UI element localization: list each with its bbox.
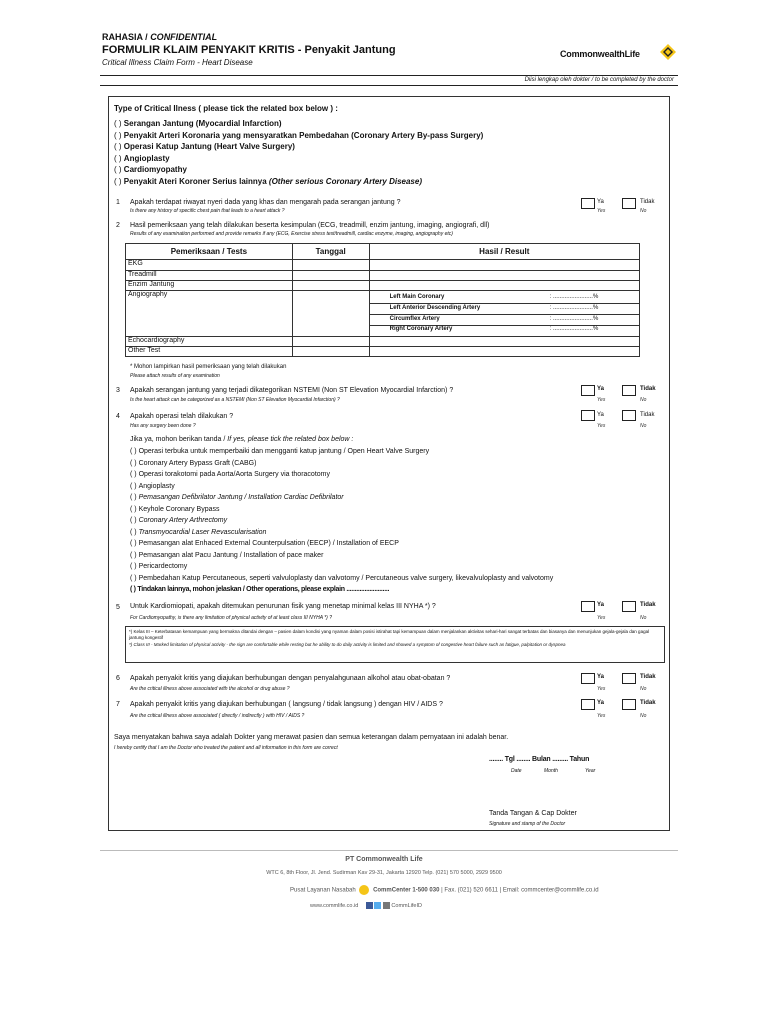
surgery-checkbox[interactable]: ( ) [130, 494, 137, 501]
q4-no-label: No [640, 423, 647, 429]
tests-note: * Mohon lampirkan hasil pemeriksaan yang telah dilakukan [130, 364, 287, 370]
surgery-label: Pemasangan Defibrilator Jantung / Installation Cardiac Defibrilator [138, 494, 344, 501]
nyha-note-en: *) Class III - Marked limitation of physical activity - the sign are comfortable while resting but he ability to do daily activity is limited and showed a symptom of congestive heart failure such as fatigue, palpitation or dyspnea [129, 642, 566, 648]
table-row [126, 260, 640, 271]
q1-ya-label: Ya [597, 199, 604, 205]
surgery-label: Coronary Artery Bypass Graft (CABG) [138, 459, 257, 467]
q6-text-en: Are the critical illness above associated with the alcohol or drug abuse ? [130, 686, 290, 692]
confidential-label [102, 32, 217, 42]
tests-note-en: Please attach results of any examination [130, 373, 220, 379]
tests-table [125, 243, 640, 357]
test-result-cell[interactable] [369, 337, 639, 347]
q5-number: 5 [116, 604, 120, 611]
q4-tidak-label: Tidak [640, 412, 655, 418]
surgery-option[interactable] [130, 469, 553, 481]
test-result-cell[interactable] [369, 271, 639, 281]
table-row [126, 271, 640, 281]
surgery-label: Transmyocardial Laser Revascularisation [138, 528, 267, 536]
angio-label: Right Coronary Artery [389, 326, 453, 332]
footer-commcenter: CommCenter 1-500 030 [373, 887, 440, 894]
surgery-checkbox[interactable]: ( ) [130, 448, 137, 455]
surgery-checkbox[interactable]: ( ) [130, 459, 137, 467]
angio-result-row[interactable] [370, 315, 639, 326]
angio-label: Left Anterior Descending Artery [389, 305, 481, 311]
surgery-option[interactable] [130, 527, 553, 539]
q7-ya-label: Ya [597, 700, 605, 706]
q5-text: Untuk Kardiomiopati, apakah ditemukan penurunan fisik yang menetap minimal kelas III NYHA *) ? [130, 603, 436, 610]
surgery-checkbox[interactable]: ( ) [130, 574, 137, 582]
type-label: Penyakit Ateri Koroner Serius lainnya [123, 176, 267, 186]
doctor-note: Diisi lengkap oleh dokter / to be completed by the doctor [100, 77, 678, 86]
tests-header-date: Tanggal [292, 244, 369, 260]
q5-tidak-label: Tidak [640, 602, 656, 608]
surgery-option[interactable] [130, 561, 553, 573]
q4-instruction-en: If yes, please tick the related box below : [227, 436, 354, 443]
type-checkbox[interactable]: ( ) [114, 130, 122, 140]
nyha-note-id: *) Kelas III – Keterbatasan kemampuan yang bermakna ditandai dengan – pasien dalam kondisi yang nyaman dalam posisi istirahat tapi kemampuan dalam menjalankan aktivitas sehari-hari sangat terbatas dan biasanya dan menunjukan gejala-gejala dan gagal jantung kongestif [129, 629, 650, 640]
test-name: Treadmill [126, 271, 293, 281]
q7-yes-checkbox[interactable] [581, 699, 595, 710]
q6-no-label: No [640, 686, 647, 692]
q3-ya-label: Ya [597, 386, 605, 392]
q2-number: 2 [116, 222, 120, 229]
table-row [126, 281, 640, 291]
surgery-checkbox[interactable]: ( ) [130, 505, 137, 513]
q6-yes-checkbox[interactable] [581, 673, 595, 684]
surgery-label: Keyhole Coronary Bypass [138, 505, 220, 513]
q7-text: Apakah penyakit kritis yang diajukan berhubungan ( langsung / tidak langsung ) dengan HIV / AIDS ? [130, 701, 443, 708]
angio-label: Left Main Coronary [389, 294, 445, 300]
q7-tidak-label: Tidak [640, 700, 656, 706]
surgery-checkbox[interactable]: ( ) [130, 471, 137, 478]
q4-number: 4 [116, 413, 120, 420]
angio-results-cell [369, 291, 639, 337]
surgery-label: Pemasangan alat Enhaced External Counterpulsation (EECP) / Installation of EECP [138, 540, 399, 547]
surgery-label: Tindakan lainnya, mohon jelaskan / Other operations, please explain .......................... [137, 586, 390, 593]
angio-result-row[interactable] [370, 293, 639, 304]
q7-number: 7 [116, 701, 120, 708]
q7-no-checkbox[interactable] [622, 699, 636, 710]
type-label: Cardiomyopathy [123, 165, 187, 174]
table-row [126, 347, 640, 357]
header-divider [100, 75, 678, 76]
test-date-cell[interactable] [292, 347, 369, 357]
q4-yes-label: Yes [597, 423, 606, 429]
q6-tidak-label: Tidak [640, 674, 656, 680]
date-label: Date [511, 768, 522, 774]
angio-value: : ........................% [549, 294, 599, 300]
type-label: Penyakit Arteri Koronaria yang mensyaratkan Pembedahan (Coronary Artery By-pass Surgery) [123, 130, 484, 140]
q3-yes-checkbox[interactable] [581, 385, 595, 396]
q1-text: Apakah terdapat riwayat nyeri dada yang khas dan mengarah pada serangan jantung ? [130, 199, 401, 206]
twitter-icon[interactable] [374, 902, 381, 909]
surgery-checkbox[interactable]: ( ) [130, 540, 137, 547]
q1-number: 1 [116, 199, 120, 206]
q4-text: Apakah operasi telah dilakukan ? [130, 413, 234, 420]
surgery-option[interactable] [130, 458, 553, 470]
test-name: Other Test [126, 347, 293, 357]
tests-header-result: Hasil / Result [369, 244, 639, 260]
surgery-checkbox[interactable]: ( ) [130, 528, 137, 536]
surgery-option[interactable] [130, 446, 553, 458]
surgery-option[interactable] [130, 573, 553, 585]
test-name: Angiography [126, 291, 293, 337]
footer-web [310, 902, 422, 909]
type-item[interactable] [114, 153, 483, 165]
q1-yes-checkbox[interactable] [581, 198, 595, 209]
nyha-note-box [125, 626, 665, 663]
signature-label: Tanda Tangan & Cap Dokter [489, 810, 577, 817]
surgery-label: Operasi torakotomi pada Aorta/Aorta Surgery via thoracotomy [138, 471, 330, 478]
angio-value: : ........................% [549, 316, 599, 322]
q5-ya-label: Ya [597, 602, 605, 608]
type-label: Serangan Jantung (Myocardial Infarction) [123, 119, 282, 128]
type-checkbox[interactable]: ( ) [114, 119, 122, 128]
surgery-label: Coronary Artery Arthrectomy [138, 517, 228, 524]
q3-yes-label: Yes [597, 397, 606, 403]
type-checkbox[interactable]: ( ) [114, 153, 122, 163]
test-result-cell[interactable] [369, 260, 639, 271]
surgery-checkbox[interactable]: ( ) [130, 517, 137, 524]
q2-text: Hasil pemeriksaan yang telah dilakukan beserta kesimpulan (ECG, treadmill, enzim jantung, imaging, angiografi, dll) [130, 222, 490, 229]
surgery-label: Pemasangan alat Pacu Jantung / Installation of pace maker [138, 551, 324, 559]
surgery-label: Angioplasty [138, 482, 175, 490]
type-checkbox[interactable]: ( ) [114, 142, 122, 151]
test-name: Enzim Jantung [126, 281, 293, 291]
footer-fax: | Fax. (021) 520 6611 | Email: commcenter@commlife.co.id [441, 887, 599, 894]
brand-name: CommonwealthLife [560, 49, 640, 59]
surgery-checkbox[interactable]: ( ) [130, 482, 137, 490]
test-name: EKG [126, 260, 293, 271]
surgery-option[interactable] [130, 492, 553, 504]
type-item[interactable] [114, 130, 483, 142]
q4-options [130, 446, 553, 596]
tests-header-row [126, 244, 640, 260]
surgery-option[interactable] [130, 538, 553, 550]
q1-no-label: No [640, 208, 647, 214]
angio-value: : ........................% [549, 326, 599, 332]
type-item[interactable] [114, 164, 483, 176]
type-checkbox[interactable]: ( ) [114, 165, 122, 174]
footer-address: WTC 6, 8th Floor, Jl. Jend. Sudirman Kav 29-31, Jakarta 12920 Telp. (021) 570 5000, 2929 9500 [266, 870, 502, 876]
table-row [126, 291, 640, 337]
surgery-checkbox[interactable]: ( ) [130, 563, 137, 570]
q4-text-en: Has any surgery been done ? [130, 423, 196, 429]
type-item[interactable] [114, 118, 483, 130]
declaration-text-en: I hereby certify that I am the Doctor who treated the patient and all information in this form are correct [114, 745, 338, 751]
q6-no-checkbox[interactable] [622, 673, 636, 684]
q4-no-checkbox[interactable] [622, 410, 636, 421]
angio-label: Circumflex Artery [389, 316, 440, 322]
surgery-label: Pericardectomy [138, 563, 188, 570]
q3-text: Apakah serangan jantung yang terjadi dikategorikan NSTEMI (Non ST Elevation Myocardial Infarction) ? [130, 387, 454, 394]
commcenter-icon [359, 885, 369, 895]
brand-logo-icon [660, 44, 676, 60]
test-date-cell[interactable] [292, 337, 369, 347]
q5-no-checkbox[interactable] [622, 601, 636, 612]
footer-social: CommLifeID [391, 902, 422, 909]
q6-number: 6 [116, 675, 120, 682]
q5-no-label: No [640, 615, 647, 621]
test-date-cell[interactable] [292, 260, 369, 271]
surgery-checkbox[interactable]: ( ) [130, 551, 137, 559]
table-row [126, 337, 640, 347]
type-checkbox[interactable]: ( ) [114, 176, 122, 186]
test-result-cell[interactable] [369, 347, 639, 357]
confidential-prefix: RAHASIA / [102, 32, 148, 42]
footer-service-label: Pusat Layanan Nasabah [290, 887, 356, 894]
q4-ya-label: Ya [597, 412, 604, 418]
tests-header-test: Pemeriksaan / Tests [126, 244, 293, 260]
q7-no-label: No [640, 713, 647, 719]
q1-no-checkbox[interactable] [622, 198, 636, 209]
q4-instruction [130, 436, 353, 443]
footer-contact [290, 885, 599, 895]
type-label: Angioplasty [123, 153, 170, 163]
surgery-option[interactable] [130, 550, 553, 562]
q3-no-checkbox[interactable] [622, 385, 636, 396]
month-label: Month [544, 768, 558, 774]
footer-company: PT Commonwealth Life [345, 856, 423, 863]
q3-tidak-label: Tidak [640, 386, 656, 392]
facebook-icon[interactable] [366, 902, 373, 909]
q2-text-en: Results of any examination performed and provide remarks if any (ECG, Exercise stress test/treadmill, cardiac enzyme, imaging, angiography etc) [130, 231, 453, 237]
form-subtitle: Critical Illness Claim Form - Heart Disease [102, 58, 253, 67]
instagram-icon[interactable] [383, 902, 390, 909]
q1-yes-label: Yes [597, 208, 606, 214]
q4-instruction-id: Jika ya, mohon berikan tanda / [130, 436, 226, 443]
year-label: Year [585, 768, 596, 774]
type-list [114, 118, 483, 187]
surgery-label: Pembedahan Katup Percutaneous, seperti valvuloplasty dan valvotomy / Percutaneous valve surgery, likevalvuloplasty and valvotomy [138, 574, 554, 582]
type-heading: Type of Critical Ilness ( please tick the related box below ) : [114, 104, 338, 113]
q3-number: 3 [116, 387, 120, 394]
surgery-checkbox[interactable]: ( ) [130, 586, 136, 593]
surgery-option[interactable] [130, 481, 553, 493]
q5-yes-checkbox[interactable] [581, 601, 595, 612]
type-item[interactable] [114, 176, 483, 188]
angio-result-row[interactable] [370, 326, 639, 336]
type-label-en: (Other serious Coronary Artery Disease) [268, 176, 422, 186]
date-field[interactable]: ........ Tgl ........ Bulan ......... Tahun [489, 756, 590, 763]
q7-text-en: Are the critical illness above associated ( directly / indirectly ) with HIV / AIDS ? [130, 713, 305, 719]
q6-ya-label: Ya [597, 674, 605, 680]
form-title: FORMULIR KLAIM PENYAKIT KRITIS - Penyakit Jantung [102, 44, 396, 56]
signature-label-en: Signature and stamp of the Doctor [489, 821, 566, 827]
q3-no-label: No [640, 397, 647, 403]
angio-result-row[interactable] [370, 304, 639, 315]
surgery-option[interactable] [130, 504, 553, 516]
declaration-text: Saya menyatakan bahwa saya adalah Dokter yang merawat pasien dan semua keterangan dalam pernyataan ini adalah benar. [114, 734, 509, 741]
q4-yes-checkbox[interactable] [581, 410, 595, 421]
q6-yes-label: Yes [597, 686, 606, 692]
footer-divider [100, 850, 678, 851]
q1-tidak-label: Tidak [640, 199, 655, 205]
surgery-option[interactable] [130, 515, 553, 527]
surgery-option[interactable] [130, 584, 553, 596]
q5-yes-label: Yes [597, 615, 606, 621]
test-date-cell[interactable] [292, 291, 369, 337]
test-result-cell[interactable] [369, 281, 639, 291]
angio-value: : ........................% [549, 305, 599, 311]
test-name: Echocardiography [126, 337, 293, 347]
test-date-cell[interactable] [292, 271, 369, 281]
q7-yes-label: Yes [597, 713, 606, 719]
confidential-suffix: CONFIDENTIAL [150, 32, 218, 42]
surgery-label: Operasi terbuka untuk memperbaiki dan mengganti katup jantung / Open Heart Valve Surgery [138, 448, 430, 455]
q5-text-en: For Cardiomyopathy, is there any limitation of physical activity of at least class III NYHA *) ? [130, 615, 333, 621]
type-item[interactable] [114, 141, 483, 153]
footer-website[interactable]: www.commlife.co.id [310, 902, 359, 909]
q3-text-en: Is the heart attack can be categorized as a NSTEMI (Non ST Elevation Myocardial Infarction) ? [130, 397, 340, 403]
test-date-cell[interactable] [292, 281, 369, 291]
q6-text: Apakah penyakit kritis yang diajukan berhubungan dengan penyalahgunaan alkohol atau obat-obatan ? [130, 675, 451, 682]
type-label: Operasi Katup Jantung (Heart Valve Surgery) [123, 142, 295, 151]
q1-text-en: Is there any history of specific chest pain that leads to a heart attack ? [130, 208, 285, 214]
